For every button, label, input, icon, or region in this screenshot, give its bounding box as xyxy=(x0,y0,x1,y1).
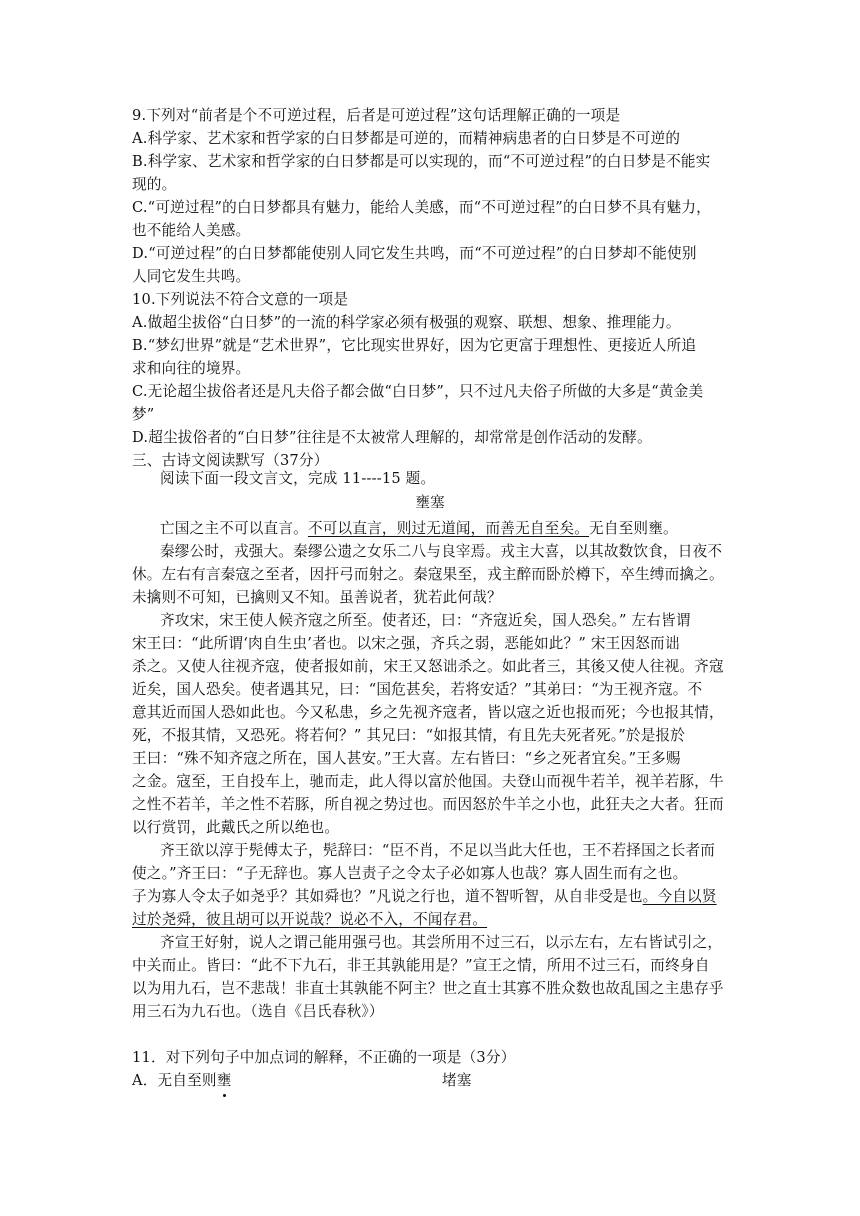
q11-dotted-word: 壅 xyxy=(216,1072,232,1089)
passage-p3-line7: 王曰：“殊不知齐寇之所在，国人甚安。”王大喜。左右皆曰：“乡之死者宜矣。”王多赐 xyxy=(132,750,681,767)
q11-stem: 11．对下列句子中加点词的解释，不正确的一项是（3分） xyxy=(132,1049,516,1066)
section-heading: 三、古诗文阅读默写（37分） xyxy=(132,452,329,469)
passage-p5-line2: 中关而止。皆曰：“此不下九石，非王其孰能用是？”宣王之情，所用不过三石，而终身自 xyxy=(132,957,710,974)
p1-underlined: 不可以直言，则过无道闻，而善无自至矣。 xyxy=(307,520,590,537)
p1-text-end: 无自至则壅。 xyxy=(589,520,678,537)
passage-p2-line2: 休。左右有言秦寇之至者，因扞弓而射之。秦寇果至，戎主醉而卧於樽下，卒生缚而擒之。 xyxy=(132,566,724,583)
passage-p3-line3: 杀之。又使人往视齐寇，使者报如前，宋王又怒诎杀之。如此者三，其後又使人往视。齐寇 xyxy=(132,658,724,675)
q11-option-a xyxy=(132,1071,232,1091)
passage-p3-line6: 死，不报其情，又恐死。将若何？” 其兄曰：“如报其情，有且先夫死者死。”於是报於 xyxy=(132,727,686,744)
passage-p4-line1: 齐王欲以淳于髡傅太子，髡辞曰：“臣不肖，不足以当此大任也，王不若择国之长者而 xyxy=(160,842,716,859)
passage-p4-line2: 使之。”齐王曰：“子无辞也。寡人岂责子之令太子必如寡人也哉？寡人固生而有之也。 xyxy=(132,865,688,882)
q9-stem: 9.下列对“前者是个不可逆过程，后者是可逆过程”这句话理解正确的一项是 xyxy=(132,107,621,124)
q9-option-b-line1: B.科学家、艺术家和哲学家的白日梦都是可以实现的，而“不可逆过程”的白日梦是不能实 xyxy=(132,153,711,170)
p4-line3-text: 子为寡人令太子如尧乎？其如舜也？”凡说之行也，道不智听智，从自非受是也 xyxy=(132,888,643,905)
p4-line4-underlined-2: 说必不入，不闻存君。 xyxy=(339,911,488,928)
passage-p3-line5: 意其近而国人恐如此也。今又私患，乡之先视齐寇者，皆以寇之近也报而死；今也报其情， xyxy=(132,704,724,721)
reading-instruction: 阅读下面一段文言文，完成 11----15 题。 xyxy=(160,470,436,487)
p1-text: 亡国之主不可以直言。 xyxy=(160,520,308,537)
q11-option-a-text: A．无自至则 xyxy=(132,1072,217,1089)
passage-p5-line3: 以为用九石，岂不悲哉！非直士其孰能不阿主？世之直士其寡不胜众数也故乱国之主患存乎 xyxy=(132,980,724,997)
q10-stem: 10.下列说法不符合文意的一项是 xyxy=(132,291,349,308)
q10-option-b-line2: 求和向往的境界。 xyxy=(132,360,251,377)
p4-line4-underlined-1: 过於尧舜，彼且胡可以开说哉？ xyxy=(132,911,340,928)
passage-p5-line1: 齐宣王好射，说人之谓己能用强弓也。其尝所用不过三石，以示左右，左右皆试引之， xyxy=(160,934,723,951)
q10-option-d: D.超尘拔俗者的“白日梦”往往是不太被常人理解的，却常常是创作活动的发酵。 xyxy=(132,429,652,446)
q10-option-a: A.做超尘拔俗“白日梦”的一流的科学家必须有极强的观察、联想、想象、推理能力。 xyxy=(132,314,681,331)
passage-p3-line10: 以行赏罚，此戴氏之所以绝也。 xyxy=(132,819,340,836)
passage-p3-line4: 近矣，国人恐矣。使者遇其兄，曰：“国危甚矣，若将安适？”其弟曰：“为王视齐寇。不 xyxy=(132,681,703,698)
passage-p4-line4 xyxy=(132,910,487,930)
passage-p2-line3: 未擒则不可知，已擒则又不知。虽善说者，犹若此何哉？ xyxy=(132,589,502,606)
q10-option-c-line2: 梦” xyxy=(132,406,155,423)
passage-p2-line1: 秦缪公时，戎强大。秦缪公遗之女乐二八与良宰焉。戎主大喜，以其故数饮食，日夜不 xyxy=(160,543,723,560)
passage-p3-line2: 宋王曰：“此所谓‘肉自生虫’者也。以宋之强，齐兵之弱，恶能如此？” 宋王因怒而诎 xyxy=(132,635,680,652)
q9-option-a: A.科学家、艺术家和哲学家的白日梦都是可逆的，而精神病患者的白日梦是不可逆的 xyxy=(132,130,681,147)
q9-option-b-line2: 现的。 xyxy=(132,176,177,193)
q11-option-a-gloss: 堵塞 xyxy=(442,1072,472,1089)
passage-p3-line1: 齐攻宋，宋王使人候齐寇之所至。使者还，曰：“齐寇近矣，国人恐矣。” 左右皆谓 xyxy=(160,612,691,629)
p4-line3-underlined: 。今自以贤 xyxy=(642,888,717,905)
passage-p3-line9: 之性不若羊，羊之性不若豚，所自视之势过也。而因怒於牛羊之小也，此狂夫之大者。狂而 xyxy=(132,796,724,813)
q9-option-c-line2: 也不能给人美感。 xyxy=(132,222,251,239)
q9-option-c-line1: C.“可逆过程”的白日梦都具有魅力，能给人美感，而“不可逆过程”的白日梦不具有魅力， xyxy=(132,199,711,216)
q10-option-c-line1: C.无论超尘拔俗者还是凡夫俗子都会做“白日梦”，只不过凡夫俗子所做的大多是“黄金美 xyxy=(132,383,704,400)
passage-p5-line4: 用三石为九石也。（选自《吕氏春秋》） xyxy=(132,1003,384,1020)
passage-p3-line8: 之金。寇至，王自投车上，驰而走，此人得以富於他国。夫登山而视牛若羊，视羊若豚，牛 xyxy=(132,773,724,790)
q10-option-b-line1: B.“梦幻世界”就是“艺术世界”，它比现实世界好，因为它更富于理想性、更接近人所追 xyxy=(132,337,697,354)
passage-p4-line3 xyxy=(132,887,717,907)
passage-title: 壅塞 xyxy=(415,494,445,511)
q9-option-d-line2: 人同它发生共鸣。 xyxy=(132,268,251,285)
q9-option-d-line1: D.“可逆过程”的白日梦都能使别人同它发生共鸣，而“不可逆过程”的白日梦却不能使别 xyxy=(132,245,697,262)
passage-paragraph-1 xyxy=(160,519,678,539)
